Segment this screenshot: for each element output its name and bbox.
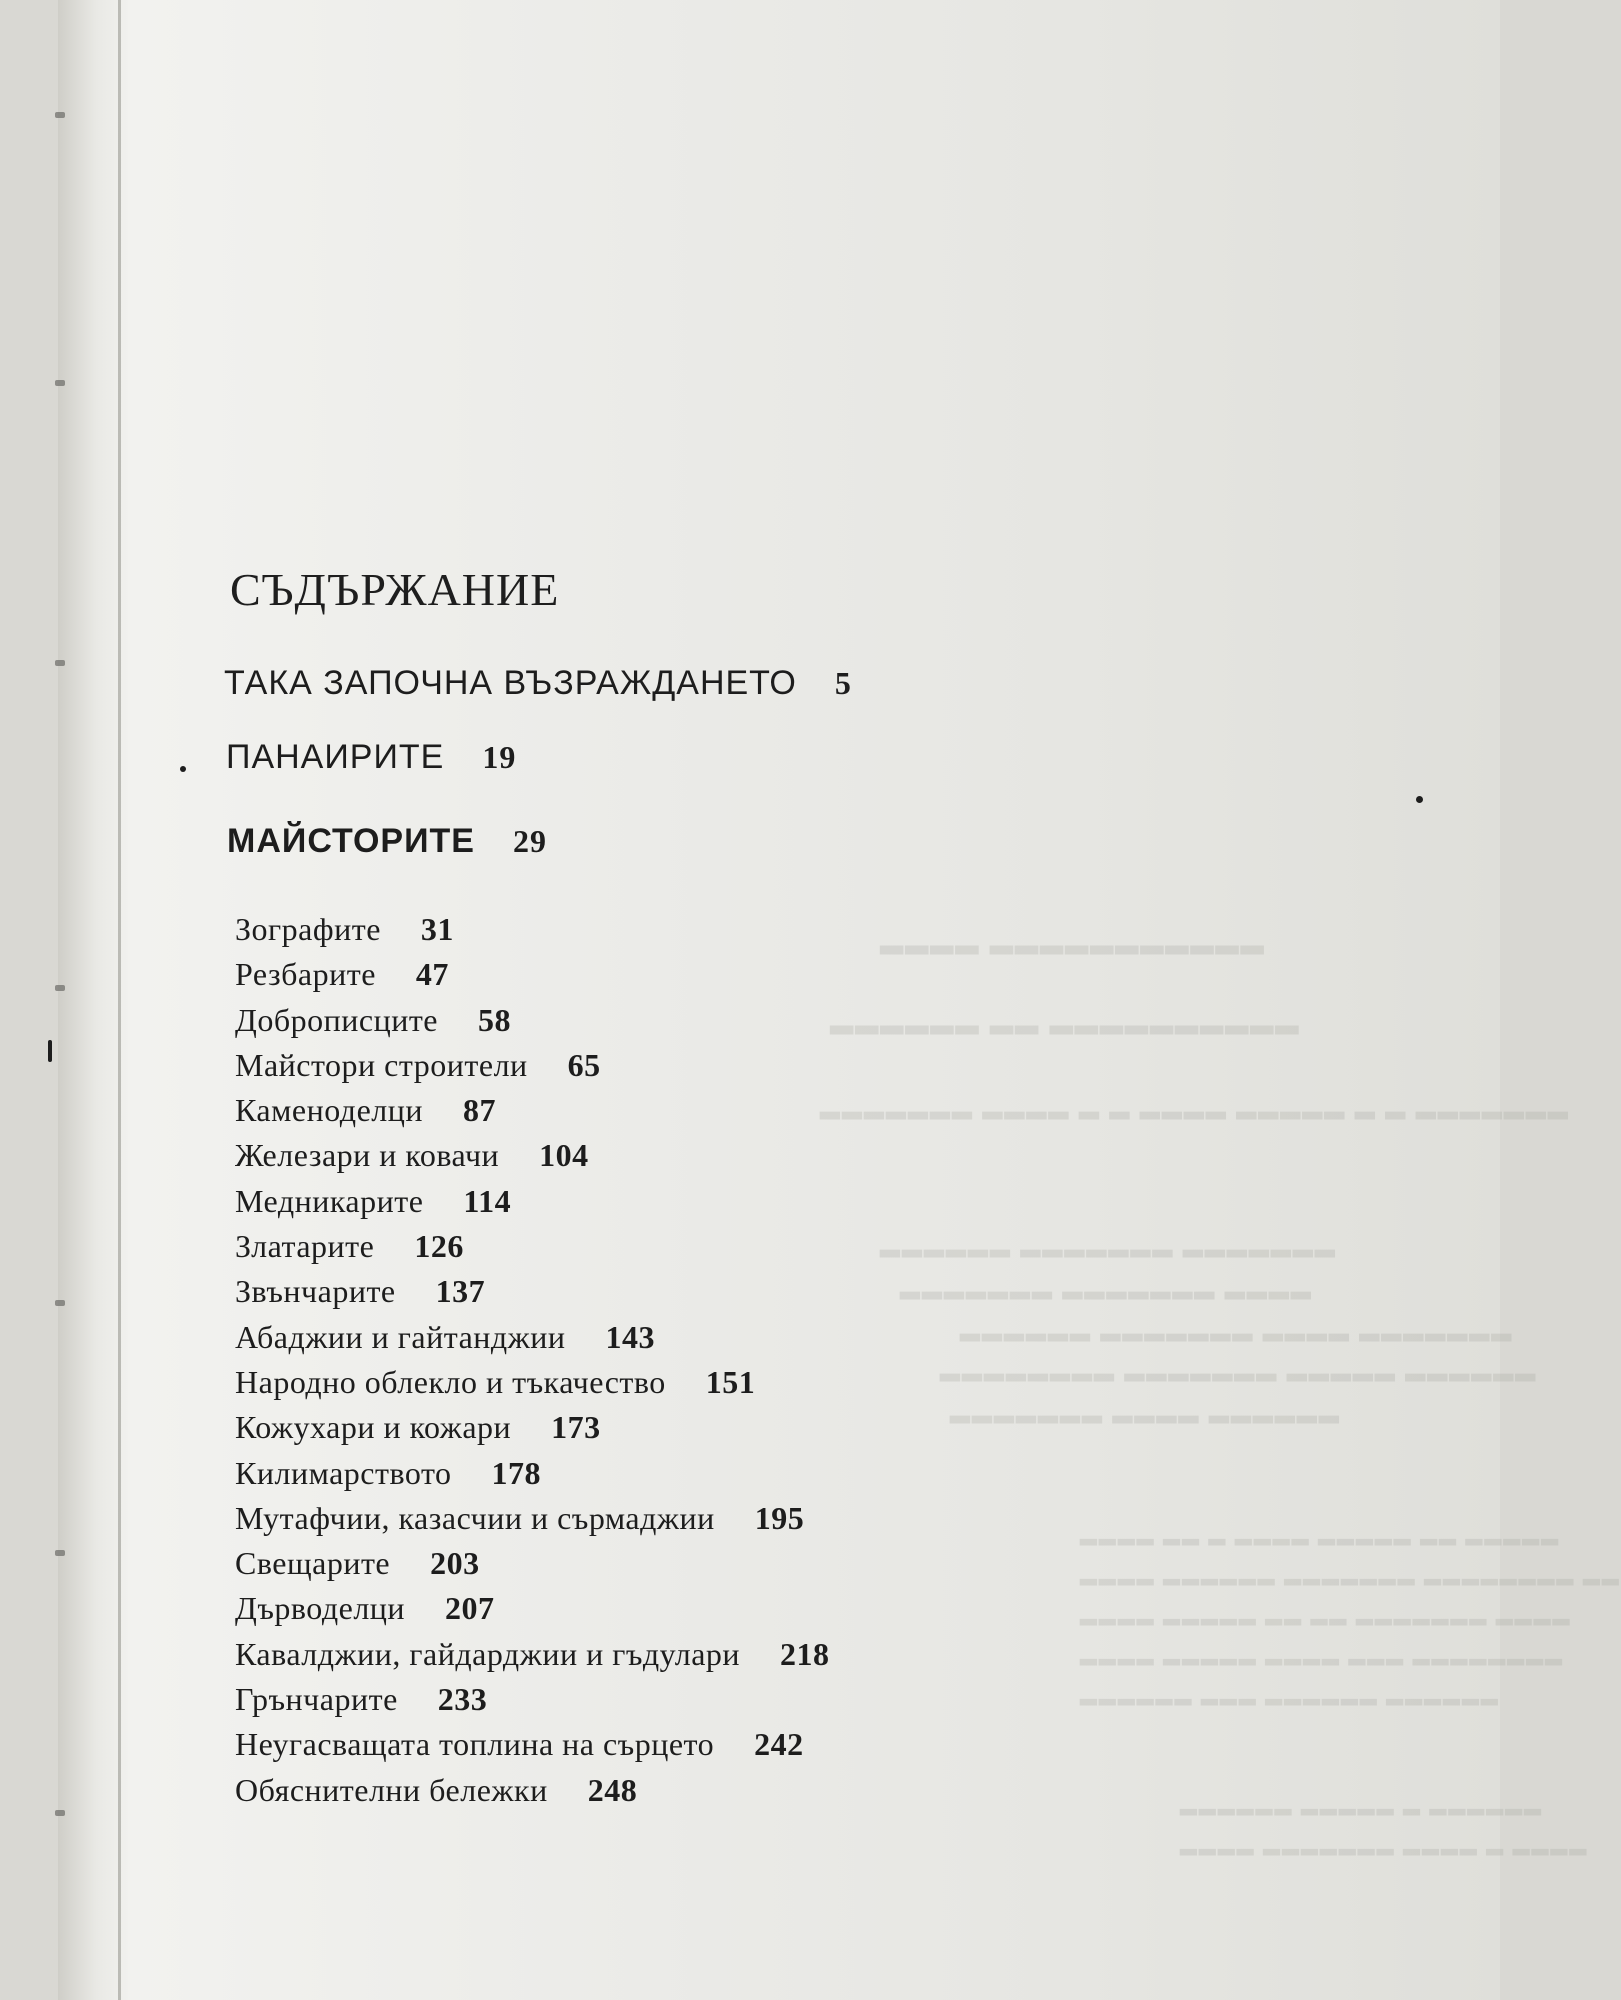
toc-item-page: 173	[551, 1409, 601, 1446]
binding-stitch	[55, 1810, 65, 1816]
toc-item-label: Кожухари и кожари	[235, 1409, 512, 1446]
toc-item	[235, 1586, 1135, 1631]
toc-item-page: 31	[420, 911, 454, 947]
toc-item	[235, 1088, 1135, 1133]
toc-item	[235, 952, 1135, 997]
show-through-text: ▂▂▂▂▂▂▂▂ ▂▂▂▂▂▂▂ ▂▂▂▂▂ ▂▂▂▂▂▂	[940, 1352, 1538, 1381]
toc-item	[235, 998, 1135, 1043]
toc-item-page: 104	[539, 1137, 589, 1174]
toc-section	[224, 664, 852, 703]
toc-item-page: 195	[754, 1499, 805, 1536]
binding-stitch	[55, 380, 65, 386]
contents-heading: СЪДЪРЖАНИЕ	[230, 564, 560, 615]
toc-item-page: 248	[587, 1771, 638, 1808]
toc-item-label: Резбарите	[235, 956, 376, 993]
toc-item-label: Обяснителни бележки	[235, 1771, 548, 1808]
toc-item	[235, 1541, 1135, 1586]
toc-item	[235, 1451, 1135, 1496]
toc-item	[235, 1315, 1135, 1360]
toc-item	[235, 1768, 1135, 1813]
toc-item	[235, 907, 1135, 952]
toc-item-label: Кавалджии, гайдарджии и гъдулари	[235, 1635, 741, 1672]
show-through-text: ▂▂▂▂ ▂▂▂▂▂▂▂ ▂▂▂▂ ▂ ▂▂▂▂	[1180, 1830, 1589, 1855]
toc-item-label: Доброписците	[235, 1001, 438, 1038]
toc-item-label: Златарите	[235, 1228, 375, 1265]
show-through-text: ▂▂▂▂ ▂▂ ▂ ▂▂▂▂ ▂▂▂▂▂ ▂▂ ▂▂▂▂▂	[1080, 1520, 1561, 1545]
toc-item-page: 137	[435, 1273, 486, 1310]
toc-section-page: 19	[482, 739, 517, 775]
toc-item-page: 233	[437, 1681, 488, 1718]
toc-item-page: 126	[414, 1228, 464, 1265]
toc-section-label: ПАНАИРИТЕ	[226, 738, 445, 776]
toc-item-label: Майстори строители	[235, 1046, 528, 1083]
toc-item	[235, 1179, 1135, 1224]
toc-item-label: Звънчарите	[235, 1273, 396, 1310]
show-through-text: ▂▂▂▂▂▂ ▂▂▂ ▂▂▂▂▂▂ ▂▂▂▂▂▂	[1080, 1680, 1500, 1705]
toc-item-label: Абаджии и гайтанджии	[235, 1318, 566, 1355]
binding-line	[118, 0, 121, 2000]
toc-item-page: 87	[462, 1092, 496, 1129]
toc-item	[235, 1224, 1135, 1269]
toc-item	[235, 1496, 1135, 1541]
show-through-text: ▂▂▂▂▂▂▂ ▂▂▂▂ ▂▂▂▂▂▂	[950, 1394, 1341, 1423]
show-through-text: ▂▂▂▂▂▂▂ ▂▂▂▂▂▂▂ ▂▂▂▂	[900, 1270, 1313, 1299]
toc-item-label: Мутафчии, казасчии и сърмаджии	[235, 1499, 715, 1536]
toc-item	[235, 1043, 1135, 1088]
toc-item	[235, 1632, 1135, 1677]
binding-stitch	[55, 1300, 65, 1306]
toc-item-label: Народно облекло и тъкачество	[235, 1363, 666, 1400]
toc-item-label: Свещарите	[235, 1545, 391, 1582]
paper-speck	[1416, 796, 1423, 803]
toc-section	[226, 738, 516, 777]
show-through-text: ▂▂▂▂▂▂▂ ▂▂▂▂ ▂ ▂ ▂▂▂▂ ▂▂▂▂▂ ▂ ▂ ▂▂▂▂▂▂▂	[820, 1090, 1570, 1119]
binding-stitch	[55, 112, 65, 118]
toc-item	[235, 1722, 1135, 1767]
toc-item-page: 242	[754, 1726, 804, 1763]
toc-section-label: ТАКА ЗАПОЧНА ВЪЗРАЖДАНЕТО	[224, 664, 797, 702]
toc-section-page: 29	[512, 823, 547, 859]
toc-item-page: 114	[463, 1182, 512, 1219]
show-through-text: ▂▂▂▂▂▂ ▂▂▂▂▂ ▂ ▂▂▂▂▂▂	[1180, 1790, 1544, 1815]
toc-item-page: 58	[478, 1001, 511, 1038]
toc-item	[235, 1677, 1135, 1722]
toc-item-page: 218	[780, 1635, 830, 1672]
show-through-text: ▂▂▂▂▂▂ ▂▂▂▂▂▂▂ ▂▂▂▂ ▂▂▂▂▂▂▂	[960, 1312, 1514, 1341]
toc-item-label: Медникарите	[235, 1182, 424, 1219]
toc-item	[235, 1405, 1135, 1450]
toc-item-label: Каменоделци	[235, 1092, 423, 1129]
toc-section-page: 5	[834, 665, 852, 701]
toc-item-page: 207	[445, 1590, 495, 1627]
show-through-text: ▂▂▂▂ ▂▂▂▂▂▂▂▂▂▂▂	[880, 921, 1266, 954]
show-through-text: ▂▂▂▂▂▂ ▂▂ ▂▂▂▂▂▂▂▂▂▂	[830, 1001, 1301, 1034]
show-through-text: ▂▂▂▂ ▂▂▂▂▂▂ ▂▂▂▂▂▂▂ ▂▂▂▂▂▂▂▂ ▂▂	[1080, 1560, 1621, 1585]
binding-stitch	[55, 1550, 65, 1556]
show-through-text: ▂▂▂▂▂▂ ▂▂▂▂▂▂▂ ▂▂▂▂▂▂▂	[880, 1228, 1337, 1257]
toc-item-label: Неугасващата топлина на сърцето	[235, 1726, 715, 1763]
toc-item-label: Килимарството	[235, 1454, 452, 1491]
toc-item-label: Грънчарите	[235, 1681, 398, 1718]
toc-section-label: МАЙСТОРИТЕ	[227, 822, 475, 860]
toc-item-page: 178	[491, 1454, 542, 1491]
toc-item-label: Железари и ковачи	[235, 1137, 500, 1174]
paper-speck	[180, 766, 186, 772]
toc-item-label: Дърводелци	[235, 1590, 406, 1627]
toc-item	[235, 1133, 1135, 1178]
binding-stitch	[55, 660, 65, 666]
show-through-text: ▂▂▂▂ ▂▂▂▂▂ ▂▂ ▂▂ ▂▂▂▂▂▂▂ ▂▂▂▂	[1080, 1600, 1572, 1625]
toc-item	[235, 1360, 1135, 1405]
paper-speck	[48, 1040, 52, 1062]
toc-item-page: 203	[430, 1545, 480, 1582]
toc-item-label: Зографите	[235, 911, 381, 947]
toc-item-page: 151	[705, 1363, 756, 1400]
toc-item-page: 47	[415, 956, 449, 993]
binding-stitch	[55, 985, 65, 991]
toc-list	[235, 907, 1135, 1813]
show-through-text: ▂▂▂▂ ▂▂▂▂▂ ▂▂▂▂ ▂▂▂ ▂▂▂▂▂▂▂▂	[1080, 1640, 1565, 1665]
toc-section	[227, 822, 547, 861]
toc-item-page: 143	[605, 1318, 656, 1355]
toc-item-page: 65	[567, 1046, 601, 1083]
toc-item	[235, 1269, 1135, 1314]
